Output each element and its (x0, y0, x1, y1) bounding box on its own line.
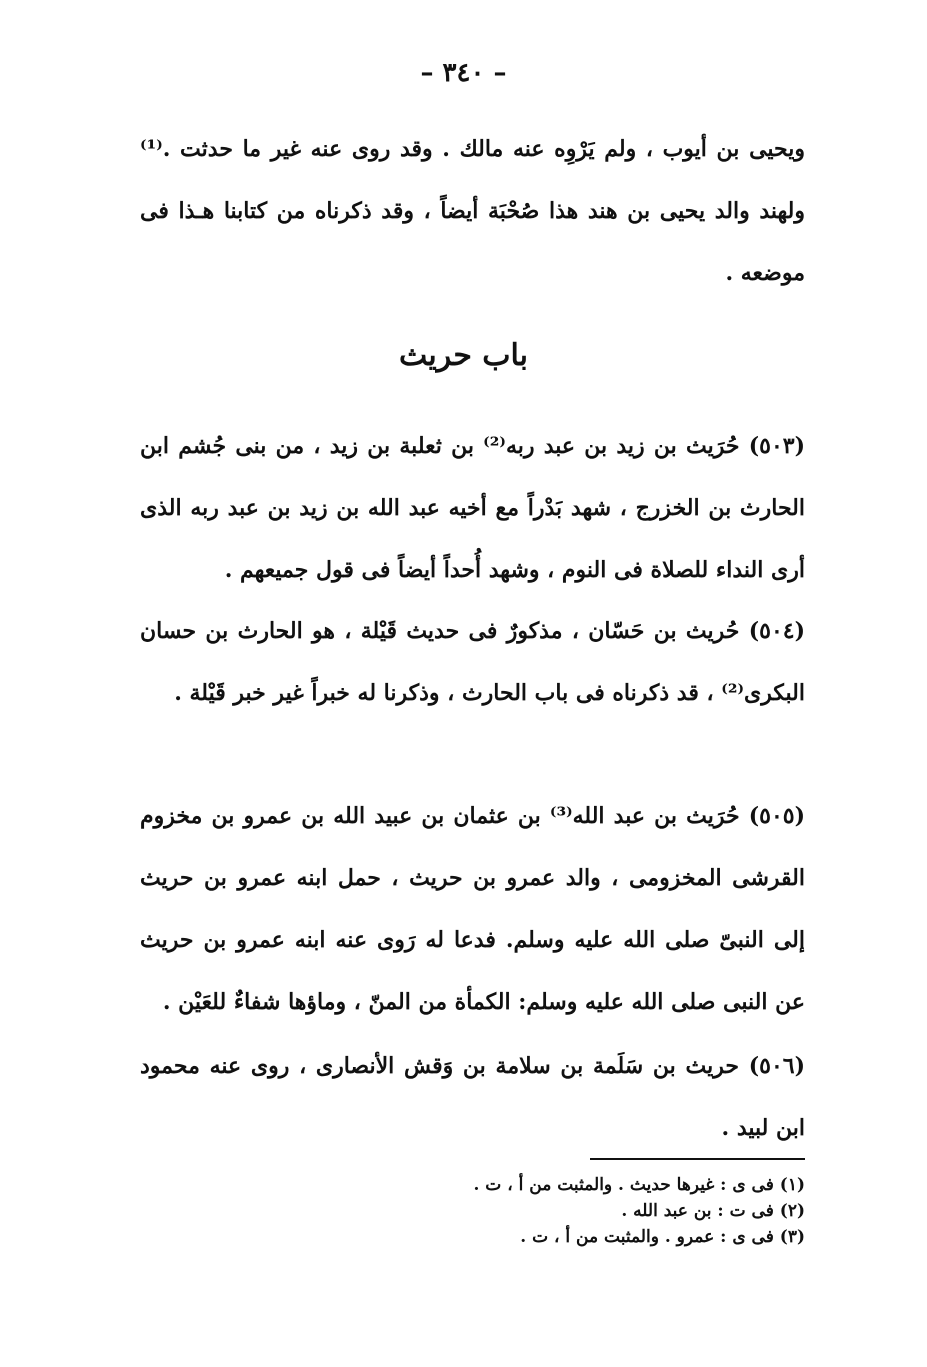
footnote-3: (٣) فى ى : عمرو . والمثبت من أ ، ت . (520, 1227, 805, 1247)
entry-text: (٥٠٦) حريث بن سَلَمة بن سلامة بن وَقش الأنصارى ، روى عنه محمود ابن لبيد . (140, 1053, 805, 1141)
chapter-title: باب حريث (398, 338, 529, 373)
intro-text: ويحيى بن أيوب ، ولم يَرْوِه عنه مالك . وقد روى عنه غير ما حدثت .⁽¹⁾ ولهند والد يحيى بن هند هذا صُحْبَة أيضاً ، وقد ذكرناه من كتابنا هـذا فى موضعه . (140, 136, 805, 286)
entry-506 (140, 1035, 805, 1159)
page-number: – ٣٤٠ – (420, 58, 507, 88)
entry-text: (٥٠٣) حُرَيث بن زيد بن عبد ربه⁽²⁾ بن ثعلبة بن زيد ، من بنى جُشم ابن الحارث بن الخزرج ، شهد بَدْراً مع أخيه عبد الله بن زيد بن عبد ربه الذى أرى النداء للصلاة فى النوم ، وشهد أُحداً أيضاً فى قول جميعهم . (140, 433, 805, 583)
intro-paragraph (140, 118, 805, 304)
footnote-divider (590, 1158, 805, 1160)
entry-text: (٥٠٥) حُرَيث بن عبد الله⁽³⁾ بن عثمان بن عبيد الله بن عمرو بن مخزوم القرشى المخزومى ، والد عمرو بن حريث ، حمل ابنه عمرو بن حريث إلى النبىّ صلى الله عليه وسلم. فدعا له رَوى عنه ابنه عمرو بن حريث عن النبى صلى الله عليه وسلم: الكمأة من المنّ ، وماؤها شفاءٌ للعَيْن . (140, 803, 806, 1015)
footnote-2: (٢) فى ت : بن عبد الله . (621, 1201, 805, 1221)
footnotes (300, 1172, 805, 1250)
entry-505 (140, 785, 805, 1033)
entry-503 (140, 415, 805, 601)
entry-text: (٥٠٤) حُريث بن حَسّان ، مذكورٌ فى حديث قَيْلة ، هو الحارث بن حسان البكرى⁽²⁾ ، قد ذكرناه فى باب الحارث ، وذكرنا له خبراً غير خبر قَيْلة . (140, 618, 805, 706)
entry-504 (140, 600, 805, 724)
footnote-1: (١) فى ى : غيرها حديث . والمثبت من أ ، ت . (473, 1175, 805, 1195)
